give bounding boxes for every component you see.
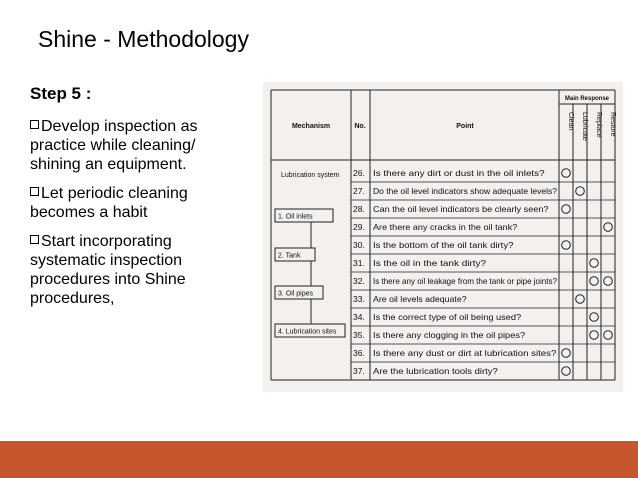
row-number: 36. — [353, 348, 365, 358]
response-mark-icon — [590, 331, 599, 340]
header-mechanism: Mechanism — [291, 123, 331, 130]
row-number: 29. — [353, 222, 365, 232]
row-point: Is there any oil leakage from the tank or pipe joints? — [373, 276, 558, 286]
bullet-text: Develop inspection as practice while cleaning/ shining an equipment. — [30, 118, 198, 173]
checkbox-bullet-icon — [30, 187, 39, 196]
bullet-text: Start incorporating systematic inspection procedures into Shine procedures, — [30, 233, 186, 307]
row-number: 27. — [353, 186, 365, 196]
row-point: Is there any dirt or dust in the oil inlets? — [373, 168, 545, 178]
inspection-table-image — [263, 82, 623, 392]
row-point: Is the oil in the tank dirty? — [373, 258, 487, 268]
row-number: 32. — [353, 276, 365, 286]
mechanism-label: 1. Oil inlets — [278, 213, 313, 221]
footer-bar — [0, 441, 638, 478]
response-mark-icon — [590, 259, 599, 268]
row-point: Is the correct type of oil being used? — [373, 312, 522, 322]
response-mark-icon — [562, 349, 571, 358]
checkbox-bullet-icon — [30, 235, 39, 244]
row-point: Are the lubrication tools dirty? — [373, 366, 499, 376]
response-mark-icon — [604, 277, 613, 286]
header-replace: Replace — [595, 112, 602, 138]
row-point: Can the oil level indicators be clearly seen? — [373, 204, 549, 214]
response-mark-icon — [576, 187, 585, 196]
response-mark-icon — [562, 205, 571, 214]
bullet-item — [30, 232, 220, 308]
response-mark-icon — [590, 313, 599, 322]
header-no: No. — [354, 123, 366, 130]
bullet-list — [30, 117, 220, 318]
bullet-text: Let periodic cleaning becomes a habit — [30, 185, 188, 221]
mechanism-label: 2. Tank — [278, 252, 301, 260]
header-lubricate: Lubricate — [581, 112, 588, 141]
system-label: Lubrication system — [281, 172, 340, 179]
checkbox-bullet-icon — [30, 120, 39, 129]
row-point: Is there any clogging in the oil pipes? — [373, 330, 526, 340]
header-main-response: Main Response — [564, 96, 610, 102]
row-number: 26. — [353, 168, 365, 178]
row-point: Do the oil level indicators show adequate levels? — [373, 186, 558, 196]
bullet-item — [30, 117, 220, 174]
response-mark-icon — [562, 241, 571, 250]
bullet-item — [30, 184, 220, 222]
header-restore: Restore — [609, 112, 616, 137]
response-mark-icon — [604, 223, 613, 232]
response-mark-icon — [562, 169, 571, 178]
response-mark-icon — [576, 295, 585, 304]
header-clean: Clean — [567, 112, 574, 131]
row-point: Is the bottom of the oil tank dirty? — [373, 240, 514, 250]
mechanism-label: 3. Oil pipes — [278, 290, 314, 298]
response-mark-icon — [590, 277, 599, 286]
row-number: 37. — [353, 366, 365, 376]
row-number: 31. — [353, 258, 365, 268]
row-number: 30. — [353, 240, 365, 250]
row-point: Is there any dust or dirt at lubrication sites? — [373, 348, 557, 358]
slide-title: Shine - Methodology — [38, 26, 249, 52]
header-point: Point — [456, 123, 474, 130]
response-mark-icon — [562, 367, 571, 376]
row-point: Are there any cracks in the oil tank? — [373, 222, 518, 232]
row-number: 33. — [353, 294, 365, 304]
inspection-table — [263, 82, 623, 392]
step-heading: Step 5 : — [30, 84, 92, 103]
row-point: Are oil levels adequate? — [373, 294, 467, 304]
mechanism-label: 4. Lubrication sites — [278, 328, 337, 336]
row-number: 28. — [353, 204, 365, 214]
row-number: 35. — [353, 330, 365, 340]
response-mark-icon — [604, 331, 613, 340]
row-number: 34. — [353, 312, 365, 322]
